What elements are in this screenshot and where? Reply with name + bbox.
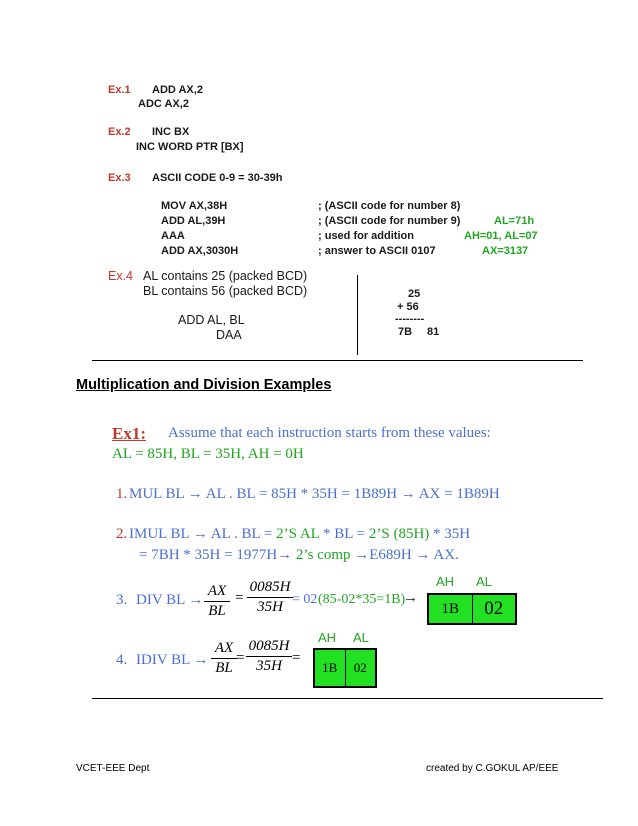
- item2-twos2: 2’S (85H): [368, 526, 430, 542]
- item4-num-top: AX: [214, 640, 234, 656]
- ex3-code-0: MOV AX,38H: [161, 200, 228, 212]
- item1-text: MUL BL → AL . BL = 85H * 35H = 1B89H → AX = 1B89H: [129, 486, 500, 502]
- ex3-code-3: ADD AX,3030H: [161, 245, 239, 257]
- item2-comp: 2’s comp: [295, 547, 351, 563]
- ex4-calc-r1: 7B: [398, 326, 413, 338]
- divider-top: [92, 360, 583, 361]
- item4-ah-label: AH: [318, 630, 337, 645]
- item4-eq: =: [236, 650, 245, 666]
- item2-twos1: 2’S AL: [276, 526, 320, 542]
- ex1-label: Ex.1: [108, 84, 131, 96]
- item4-frac-top: 0085H: [248, 638, 290, 654]
- section-title: Multiplication and Division Examples: [76, 377, 332, 393]
- item1-num: 1.: [116, 486, 128, 502]
- ex3-title: ASCII CODE 0-9 = 30-39h: [152, 172, 283, 184]
- item4-box-ah: 1B: [315, 650, 346, 686]
- ex3-code-2: AAA: [161, 230, 185, 242]
- item2-suffix: * 35H: [429, 526, 471, 542]
- item3-num-bot: BL: [208, 603, 226, 619]
- item2-mid: * BL =: [319, 526, 369, 542]
- mul-ex-label: Ex1:: [112, 424, 146, 443]
- item3-box-al: 02: [484, 598, 504, 619]
- item3-eq: =: [235, 590, 244, 606]
- item3-result: = 02: [292, 592, 318, 607]
- ex2-line2: INC WORD PTR [BX]: [136, 141, 244, 153]
- divider-bottom: [92, 698, 603, 699]
- item3-result-box: [427, 593, 517, 625]
- item3-num: 3.: [116, 592, 128, 608]
- ex4-label: Ex.4: [108, 269, 134, 283]
- ex4-calc-sep: --------: [395, 313, 425, 325]
- item2-prefix: IMUL BL → AL . BL =: [129, 526, 277, 542]
- item2-line2a: = 7BH * 35H = 1977H→: [139, 547, 296, 563]
- mul-init: AL = 85H, BL = 35H, AH = 0H: [112, 446, 304, 462]
- item4-result-box: [313, 648, 377, 688]
- item3-box-ah: 1B: [429, 595, 473, 623]
- ex3-note-2: AH=01, AL=07: [464, 230, 538, 242]
- item3-num-top: AX: [207, 583, 227, 599]
- ex2-label: Ex.2: [108, 126, 131, 138]
- item3-axbl: [204, 583, 230, 620]
- ex4-line1: AL contains 25 (packed BCD): [143, 269, 308, 283]
- ex4-calc-b: + 56: [397, 301, 419, 313]
- ex3-code-1: ADD AL,39H: [161, 215, 226, 227]
- item4-num: 4.: [116, 652, 128, 668]
- item4-instr: IDIV BL →: [136, 652, 209, 668]
- ex3-comment-2: ; used for addition: [318, 230, 414, 242]
- footer-right: created by C.GOKUL AP/EEE: [426, 763, 559, 774]
- ex2-line1: INC BX: [152, 126, 190, 138]
- item3-frac-top: 0085H: [249, 579, 291, 595]
- item4-eq2: =: [292, 650, 301, 666]
- item4-frac-bot: 35H: [256, 658, 282, 674]
- ex3-label: Ex.3: [108, 172, 131, 184]
- ex4-divider: [357, 275, 358, 355]
- ex1-line1: ADD AX,2: [152, 84, 203, 96]
- ex4-code1: ADD AL, BL: [178, 313, 245, 327]
- item4-axbl: [211, 640, 237, 677]
- item3-instr: DIV BL →: [136, 592, 204, 608]
- ex3-comment-1: ; (ASCII code for number 9): [318, 215, 461, 227]
- item2-num: 2.: [116, 526, 128, 542]
- item3-calc: (85-02*35=1B): [318, 592, 406, 607]
- ex3-note-1: AL=71h: [494, 215, 535, 227]
- ex1-line2: ADC AX,2: [138, 98, 189, 110]
- item4-frac: [246, 638, 292, 675]
- item3-al-label: AL: [476, 574, 492, 589]
- footer-left: VCET-EEE Dept: [76, 763, 150, 774]
- item3-arrow: →: [403, 590, 418, 606]
- ex3-comment-3: ; answer to ASCII 0107: [318, 245, 436, 257]
- ex4-calc-a: 25: [408, 288, 421, 300]
- item2-line1: [129, 526, 470, 543]
- item4-al-label: AL: [353, 630, 369, 645]
- ex3-note-3: AX=3137: [482, 245, 529, 257]
- item3-ah-label: AH: [436, 574, 455, 589]
- ex4-code2: DAA: [216, 328, 242, 342]
- item4-box-al: 02: [353, 660, 367, 675]
- item3-frac: [247, 579, 293, 616]
- item4-num-bot: BL: [215, 660, 233, 676]
- mul-intro: Assume that each instruction starts from these values:: [168, 425, 491, 441]
- ex3-comment-0: ; (ASCII code for number 8): [318, 200, 461, 212]
- item2-line2b: →E689H → AX.: [350, 547, 459, 563]
- ex4-line2: BL contains 56 (packed BCD): [143, 284, 308, 298]
- item2-line2: [139, 547, 459, 564]
- ex4-calc-r2: 81: [427, 326, 440, 338]
- item3-frac-bot: 35H: [257, 599, 283, 615]
